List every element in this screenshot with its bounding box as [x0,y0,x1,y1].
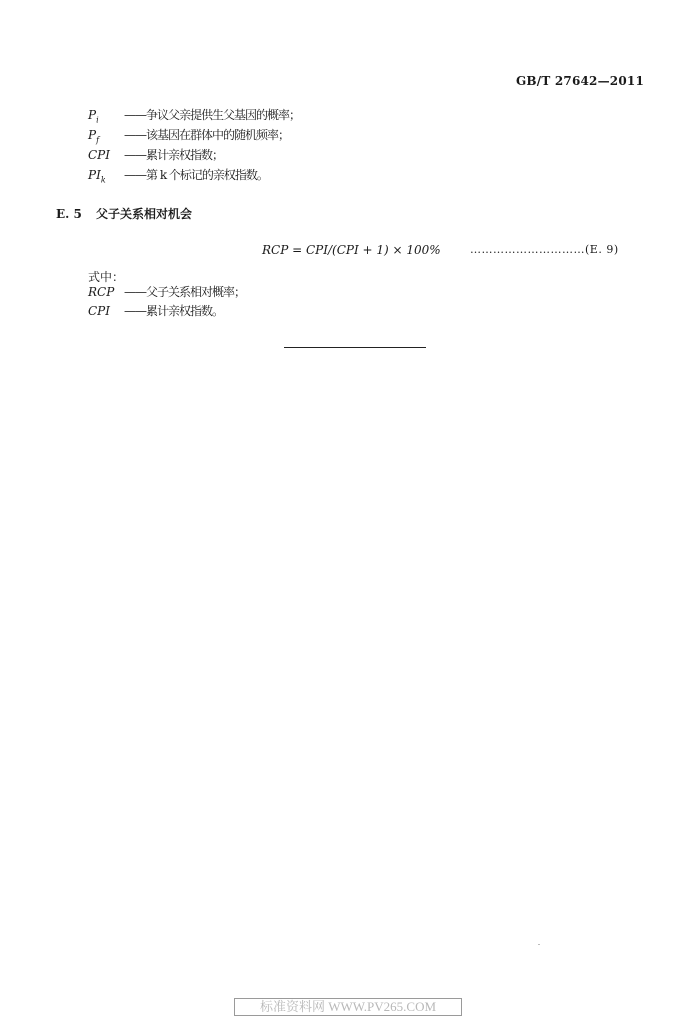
section-number: E. 5 [56,207,82,221]
definition-symbol: $P_i$ [88,108,99,125]
definition-item [88,283,245,301]
definition-symbol: CPI [88,304,110,318]
section-heading [56,205,192,222]
definition-text: ——累计亲权指数。 [124,304,224,318]
standard-code: GB/T 27642—2011 [515,74,644,88]
definition-symbol: RCP [88,285,115,299]
definition-text: ——累计亲权指数； [124,148,224,162]
watermark: 标准资料网 WWW.PV265.COM [234,998,462,1016]
definition-item [88,106,300,124]
definition-symbol: CPI [88,148,110,162]
definition-text: ——该基因在群体中的随机频率； [124,128,290,142]
definition-item [88,146,223,164]
section-title: 父子关系相对机会 [96,207,193,221]
definition-item [88,126,289,144]
definition-symbol: $P_f$ [88,128,100,145]
definition-text: ——第 k 个标记的亲权指数。 [124,168,268,182]
definition-text: ——父子关系相对概率； [124,285,246,299]
definition-item [88,166,268,184]
scan-speck [538,944,540,945]
formula-reference: …………………………(E. 9) [470,243,619,256]
definition-symbol: $PI_k$ [88,168,106,185]
definition-text: ——争议父亲提供生父基因的概率； [124,108,301,122]
formula-expression: RCP = CPI/(CPI + 1) × 100% [262,243,441,257]
end-of-document-rule [284,347,426,348]
definition-item [88,302,223,320]
where-label: 式中： [88,270,125,284]
